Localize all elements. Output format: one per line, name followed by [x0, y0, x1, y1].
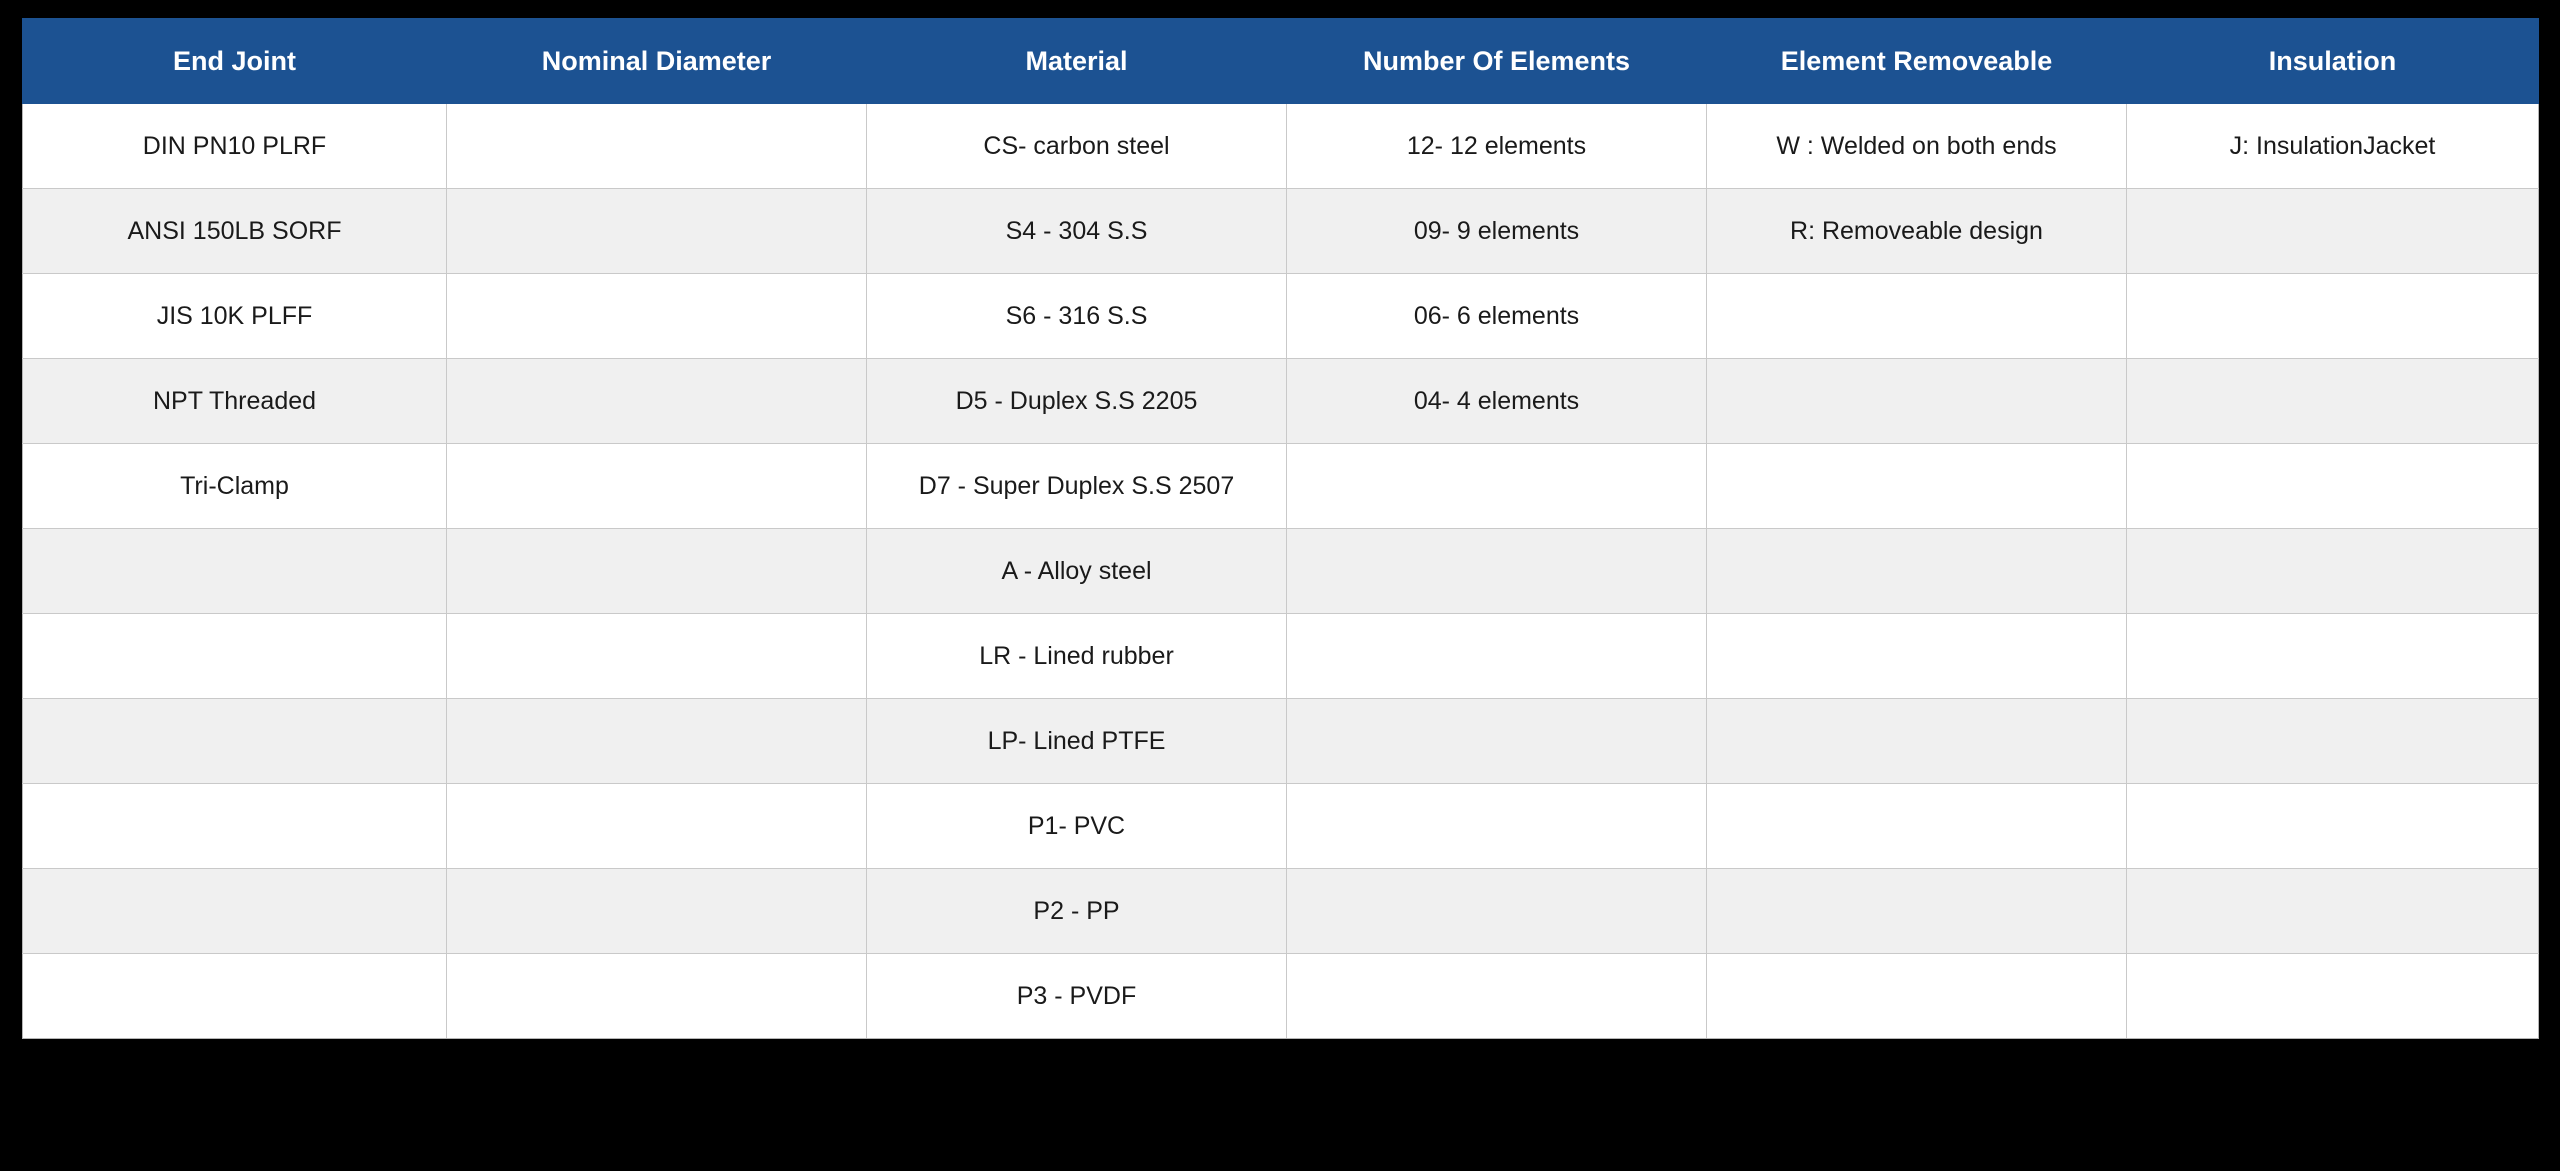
- cell-element-removeable: [1707, 359, 2127, 444]
- column-header-number-of-elements: Number Of Elements: [1287, 19, 1707, 104]
- table-row: [23, 359, 2539, 444]
- table-row: [23, 614, 2539, 699]
- table-row: [23, 529, 2539, 614]
- cell-nominal-diameter: [447, 869, 867, 954]
- cell-nominal-diameter: [447, 104, 867, 189]
- cell-number-of-elements: 04- 4 elements: [1287, 359, 1707, 444]
- cell-end-joint: NPT Threaded: [23, 359, 447, 444]
- cell-element-removeable: [1707, 954, 2127, 1039]
- cell-end-joint: ANSI 150LB SORF: [23, 189, 447, 274]
- table-row: [23, 954, 2539, 1039]
- cell-insulation: [2127, 699, 2539, 784]
- cell-insulation: [2127, 954, 2539, 1039]
- table-row: [23, 869, 2539, 954]
- table-row: [23, 189, 2539, 274]
- table-row: [23, 784, 2539, 869]
- cell-element-removeable: [1707, 614, 2127, 699]
- cell-insulation: [2127, 444, 2539, 529]
- cell-material: P3 - PVDF: [867, 954, 1287, 1039]
- table-row: [23, 104, 2539, 189]
- cell-nominal-diameter: [447, 359, 867, 444]
- cell-element-removeable: [1707, 784, 2127, 869]
- cell-end-joint: JIS 10K PLFF: [23, 274, 447, 359]
- cell-material: S4 - 304 S.S: [867, 189, 1287, 274]
- cell-material: LP- Lined PTFE: [867, 699, 1287, 784]
- cell-number-of-elements: [1287, 444, 1707, 529]
- cell-nominal-diameter: [447, 954, 867, 1039]
- cell-material: S6 - 316 S.S: [867, 274, 1287, 359]
- page-top-margin: [0, 0, 2560, 18]
- cell-end-joint: [23, 869, 447, 954]
- page-bottom-margin: [0, 1051, 2560, 1171]
- cell-end-joint: [23, 954, 447, 1039]
- cell-number-of-elements: [1287, 784, 1707, 869]
- cell-material: D5 - Duplex S.S 2205: [867, 359, 1287, 444]
- cell-number-of-elements: [1287, 529, 1707, 614]
- table-row: [23, 274, 2539, 359]
- cell-end-joint: [23, 529, 447, 614]
- table-row: [23, 699, 2539, 784]
- cell-nominal-diameter: [447, 189, 867, 274]
- cell-insulation: [2127, 614, 2539, 699]
- cell-number-of-elements: 09- 9 elements: [1287, 189, 1707, 274]
- cell-nominal-diameter: [447, 699, 867, 784]
- cell-insulation: [2127, 189, 2539, 274]
- cell-insulation: J: InsulationJacket: [2127, 104, 2539, 189]
- cell-number-of-elements: 12- 12 elements: [1287, 104, 1707, 189]
- cell-insulation: [2127, 784, 2539, 869]
- cell-element-removeable: R: Removeable design: [1707, 189, 2127, 274]
- cell-element-removeable: [1707, 699, 2127, 784]
- cell-end-joint: [23, 614, 447, 699]
- cell-material: D7 - Super Duplex S.S 2507: [867, 444, 1287, 529]
- table-header: [23, 19, 2539, 104]
- cell-insulation: [2127, 529, 2539, 614]
- cell-end-joint: [23, 699, 447, 784]
- cell-element-removeable: [1707, 274, 2127, 359]
- cell-nominal-diameter: [447, 444, 867, 529]
- cell-element-removeable: [1707, 444, 2127, 529]
- cell-nominal-diameter: [447, 784, 867, 869]
- cell-material: P2 - PP: [867, 869, 1287, 954]
- table-header-row: [23, 19, 2539, 104]
- cell-insulation: [2127, 359, 2539, 444]
- column-header-material: Material: [867, 19, 1287, 104]
- cell-nominal-diameter: [447, 529, 867, 614]
- cell-number-of-elements: 06- 6 elements: [1287, 274, 1707, 359]
- cell-end-joint: [23, 784, 447, 869]
- cell-element-removeable: [1707, 529, 2127, 614]
- column-header-end-joint: End Joint: [23, 19, 447, 104]
- table-body: [23, 104, 2539, 1039]
- cell-material: A - Alloy steel: [867, 529, 1287, 614]
- column-header-nominal-diameter: Nominal Diameter: [447, 19, 867, 104]
- cell-insulation: [2127, 274, 2539, 359]
- page-left-margin: [0, 0, 22, 1171]
- cell-material: CS- carbon steel: [867, 104, 1287, 189]
- cell-end-joint: DIN PN10 PLRF: [23, 104, 447, 189]
- cell-insulation: [2127, 869, 2539, 954]
- page-right-margin: [2538, 0, 2560, 1171]
- cell-number-of-elements: [1287, 954, 1707, 1039]
- cell-nominal-diameter: [447, 274, 867, 359]
- specification-table: [22, 18, 2539, 1039]
- cell-nominal-diameter: [447, 614, 867, 699]
- cell-number-of-elements: [1287, 614, 1707, 699]
- cell-material: LR - Lined rubber: [867, 614, 1287, 699]
- cell-number-of-elements: [1287, 869, 1707, 954]
- table-row: [23, 444, 2539, 529]
- specification-table-container: [22, 18, 2538, 1039]
- column-header-insulation: Insulation: [2127, 19, 2539, 104]
- cell-end-joint: Tri-Clamp: [23, 444, 447, 529]
- cell-element-removeable: W : Welded on both ends: [1707, 104, 2127, 189]
- cell-element-removeable: [1707, 869, 2127, 954]
- column-header-element-removeable: Element Removeable: [1707, 19, 2127, 104]
- cell-number-of-elements: [1287, 699, 1707, 784]
- cell-material: P1- PVC: [867, 784, 1287, 869]
